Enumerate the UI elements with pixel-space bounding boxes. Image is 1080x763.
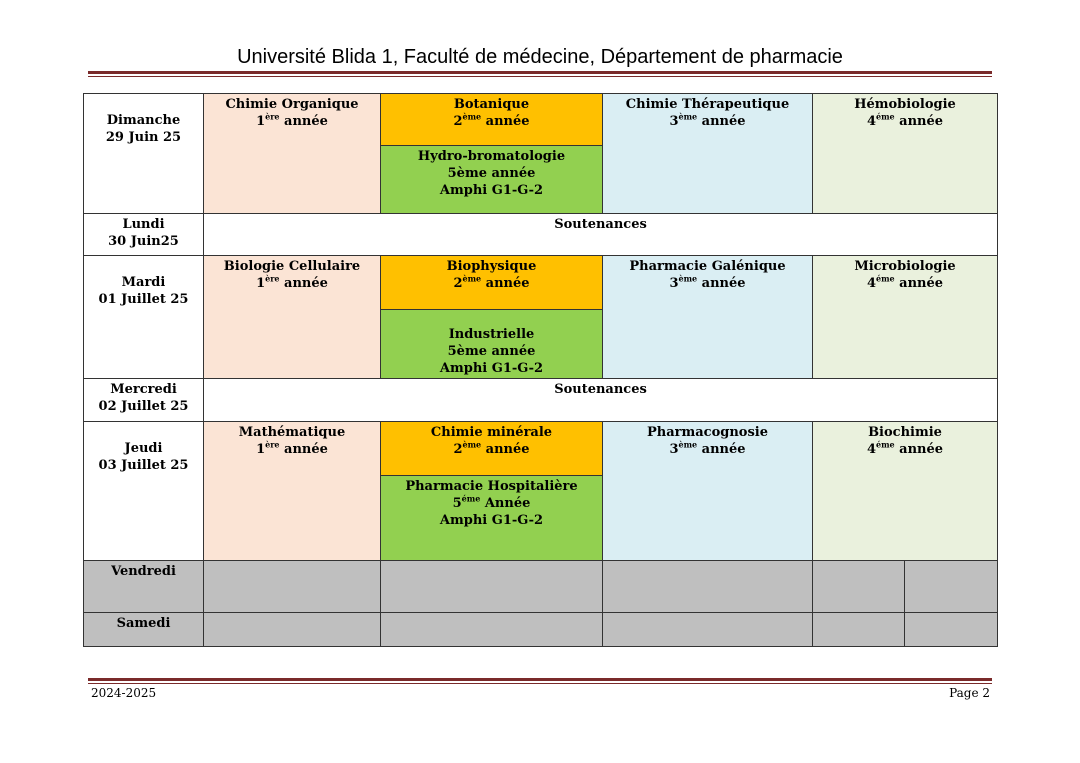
footer-page-number: Page 2 — [949, 686, 990, 700]
exam-subject: Pharmacie Galénique — [629, 259, 786, 274]
day-cell-samedi — [83, 612, 204, 647]
exam-subject: Microbiologie — [854, 259, 956, 274]
exam-subject: Chimie minérale — [430, 425, 553, 440]
empty-cell — [602, 612, 813, 647]
empty-cell — [904, 560, 998, 613]
exam-cell-year2 — [380, 421, 603, 476]
exam-schedule-table — [83, 93, 998, 647]
exam-year: 3ème année — [669, 111, 746, 129]
day-name: Samedi — [116, 616, 171, 631]
exam-year: 5ème année — [447, 344, 536, 359]
exam-year: 2ème année — [453, 439, 530, 457]
empty-cell — [602, 560, 813, 613]
exam-subject: Botanique — [453, 97, 530, 112]
soutenances-label: Soutenances — [554, 217, 647, 232]
soutenances-label: Soutenances — [554, 382, 647, 397]
exam-cell-year5 — [380, 475, 603, 561]
day-cell-jeudi — [83, 421, 204, 561]
day-date: 01 Juillet 25 — [98, 292, 189, 307]
exam-cell-year1 — [203, 93, 381, 214]
exam-cell-year3 — [602, 255, 813, 379]
day-date: 30 Juin25 — [108, 234, 179, 249]
exam-subject: Biochimie — [868, 425, 942, 440]
day-name: Mardi — [121, 275, 166, 290]
day-name: Dimanche — [106, 113, 181, 128]
exam-subject: Pharmacognosie — [646, 425, 768, 440]
empty-cell — [380, 612, 603, 647]
exam-subject: Hémobiologie — [854, 97, 956, 112]
exam-cell-year3 — [602, 421, 813, 561]
exam-cell-year1 — [203, 421, 381, 561]
exam-subject: Chimie Organique — [225, 97, 359, 112]
exam-year: 3ème année — [669, 273, 746, 291]
exam-cell-year4 — [812, 421, 998, 561]
exam-year: 1ère année — [256, 111, 328, 129]
exam-room: Amphi G1-G-2 — [439, 361, 544, 376]
empty-cell — [203, 560, 381, 613]
exam-year: 1ère année — [256, 439, 328, 457]
exam-cell-year3 — [602, 93, 813, 214]
exam-subject: Chimie Thérapeutique — [625, 97, 790, 112]
day-cell-vendredi — [83, 560, 204, 613]
exam-year: 3ème année — [669, 439, 746, 457]
exam-year: $4^{éme}$ année — [866, 273, 944, 291]
day-date: 03 Juillet 25 — [98, 458, 189, 473]
exam-room: Amphi G1-G-2 — [439, 513, 544, 528]
exam-cell-year4 — [812, 93, 998, 214]
exam-year: $4^{éme}$ année — [866, 439, 944, 457]
day-cell-mardi — [83, 255, 204, 379]
footer-rule — [88, 678, 992, 684]
exam-year: 1ère année — [256, 273, 328, 291]
exam-cell-year2 — [380, 255, 603, 310]
soutenances-cell — [203, 213, 998, 256]
exam-subject: Industrielle — [448, 327, 535, 342]
exam-subject: Hydro-bromatologie — [417, 149, 566, 164]
day-date: 29 Juin 25 — [105, 130, 182, 145]
soutenances-cell — [203, 378, 998, 422]
exam-cell-year5 — [380, 145, 603, 214]
empty-cell — [380, 560, 603, 613]
exam-year: 2ème année — [453, 273, 530, 291]
day-name: Mercredi — [110, 382, 177, 397]
day-cell-mercredi — [83, 378, 204, 422]
exam-subject: Biologie Cellulaire — [223, 259, 361, 274]
exam-subject: Mathématique — [238, 425, 346, 440]
footer-academic-year: 2024-2025 — [91, 686, 157, 700]
day-cell-dimanche — [83, 93, 204, 214]
exam-cell-year1 — [203, 255, 381, 379]
day-name: Lundi — [122, 217, 165, 232]
empty-cell — [812, 612, 905, 647]
exam-year: 2ème année — [453, 111, 530, 129]
exam-room: Amphi G1-G-2 — [439, 183, 544, 198]
header-rule — [88, 71, 992, 77]
empty-cell — [812, 560, 905, 613]
day-name: Vendredi — [111, 564, 176, 579]
exam-year: $4^{éme}$ année — [866, 111, 944, 129]
exam-subject: Pharmacie Hospitalière — [405, 479, 578, 494]
exam-cell-year2 — [380, 93, 603, 146]
exam-cell-year5 — [380, 309, 603, 379]
empty-cell — [203, 612, 381, 647]
exam-year: $5^{éme}$ Année — [452, 493, 531, 511]
day-date: 02 Juillet 25 — [98, 399, 189, 414]
exam-cell-year4 — [812, 255, 998, 379]
day-name: Jeudi — [124, 441, 163, 456]
page-title: Université Blida 1, Faculté de médecine, Département de pharmacie — [237, 46, 843, 68]
exam-year: 5ème année — [447, 166, 536, 181]
exam-subject: Biophysique — [446, 259, 537, 274]
day-cell-lundi — [83, 213, 204, 256]
empty-cell — [904, 612, 998, 647]
